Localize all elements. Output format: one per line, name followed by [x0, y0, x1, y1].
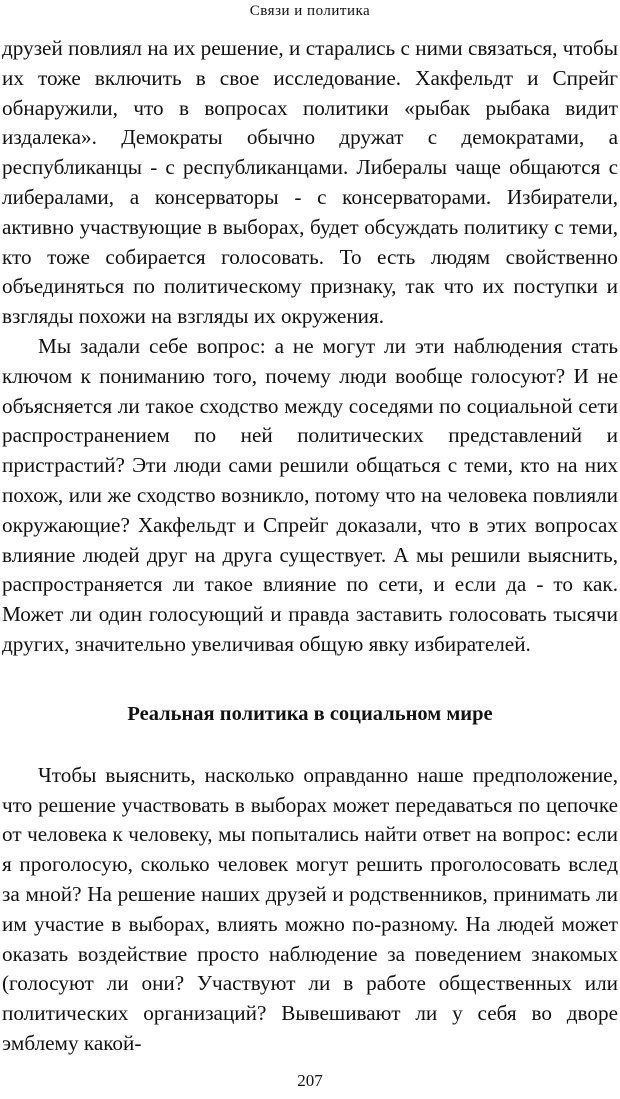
- section-heading: Реальная политика в социальном мире: [127, 702, 493, 725]
- page-number: 207: [297, 1071, 323, 1090]
- running-header: Связи и политика: [249, 3, 371, 19]
- page-body: [0, 34, 620, 1059]
- paragraph-question: Мы задали себе вопрос: а не могут ли эти наблюдения стать ключом к пониманию того, почему люди вообще голосуют? И не объясняется ли такое сходство между соседями по социальной сети распространением по ней политических представлений и пристрастий? Эти люди сами решили общаться с теми, кто на них похож, или же сходство возникло, потому что на человека повлияли окружающие? Хакфельдт и Спрейг доказали, что в этих вопросах влияние людей друг на друга существует. А мы решили выяснить, распространяется ли такое влияние по сети, и если да - то как. Может ли один голосующий и правда заставить голосовать тысячи других, значительно увеличивая общую явку избирателей.: [2, 333, 618, 656]
- paragraph-continuation: друзей повлиял на их решение, и старались с ними связаться, чтобы их тоже включить в свое исследование. Хакфельдт и Спрейг обнаружили, что в вопросах политики «рыбак рыбака видит издалека». Демократы обычно дружат с демократами, а республиканцы - с республиканцами. Либералы чаще общаются с либералами, а консерваторы - с консерваторами. Избиратели, активно участвующие в выборах, будет обсуждать политику с теми, кто тоже собирается голосовать. То есть людям свойственно объединяться по политическому признаку, так что их поступки и взгляды похожи на взгляды их окружения.: [2, 36, 618, 329]
- paragraph-section-intro: Чтобы выяснить, насколько оправданно наше предположение, что решение участвовать в выборах может передаваться по цепочке от человека к человеку, мы попытались найти ответ на вопрос: если я проголосую, сколько человек могут решить проголосовать вслед за мной? На решение наших друзей и родственников, принимать ли им участие в выборах, влиять можно по-разному. На людей может оказать воздействие просто наблюдение за поведением знакомых (голосуют ли они? Участвуют ли в работе общественных или политических организаций? Вывешивают ли у себя во дворе эмблему какой-: [2, 762, 618, 1055]
